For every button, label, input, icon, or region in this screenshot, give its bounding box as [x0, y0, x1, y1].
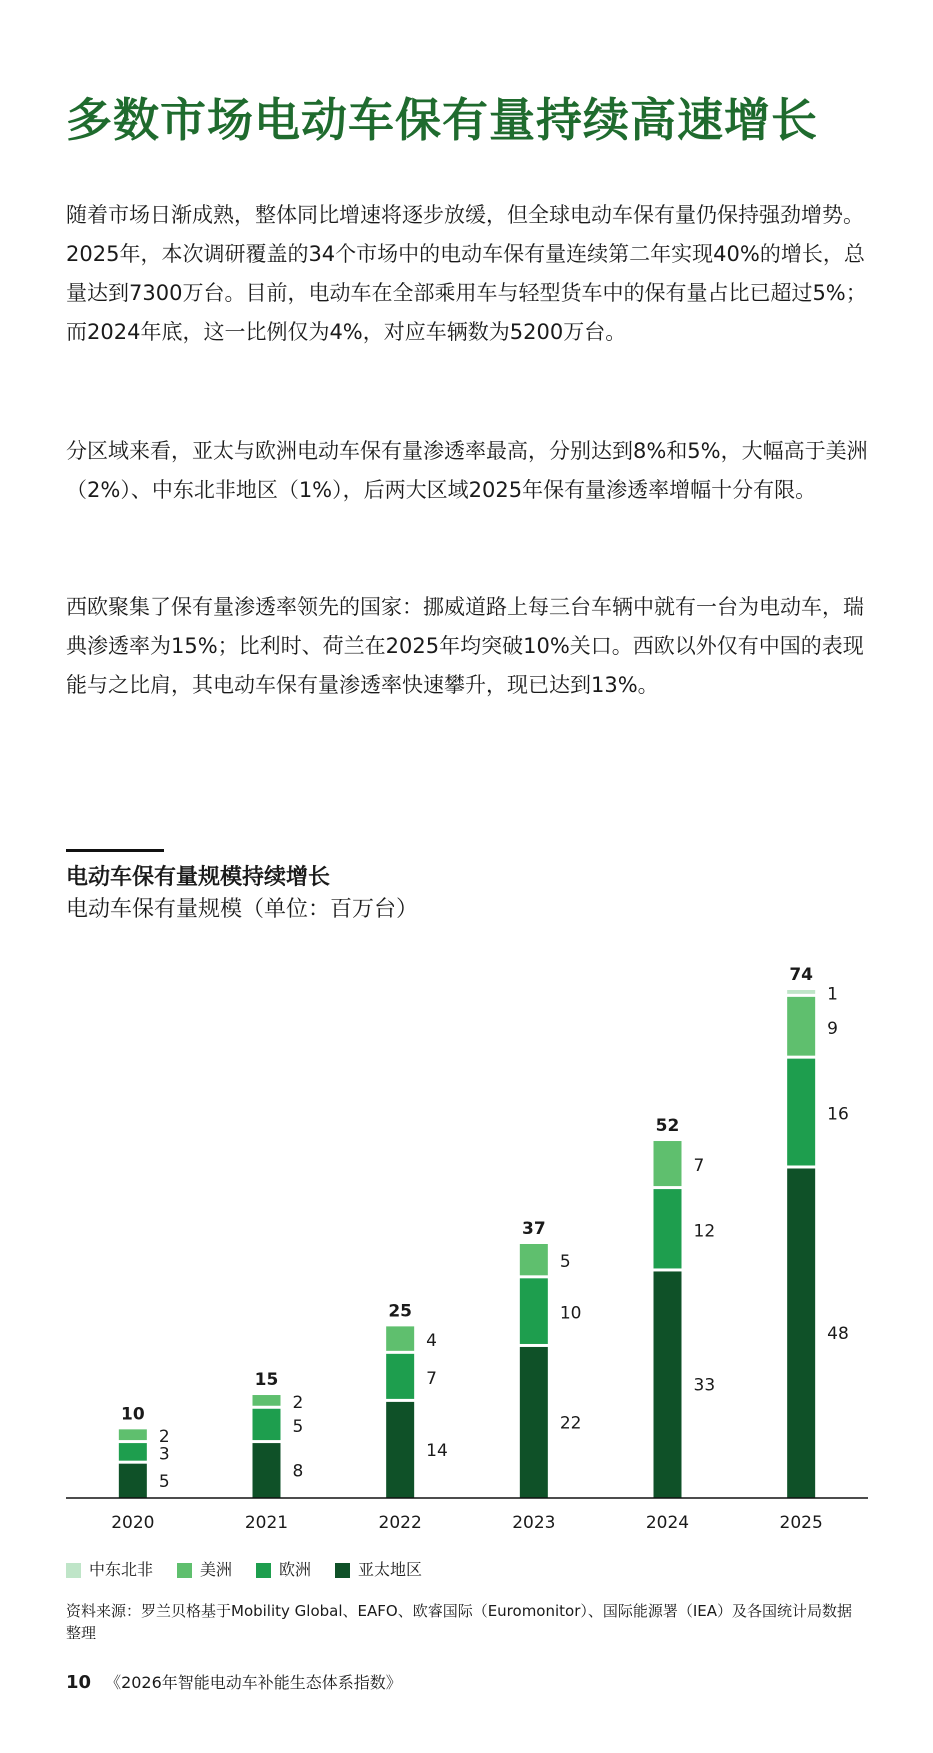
- bar-segment: [386, 1326, 414, 1350]
- data-label: 12: [693, 1221, 716, 1242]
- paragraph-growth: 随着市场日渐成熟，整体同比增速将逐步放缓，但全球电动车保有量仍保持强劲增势。2025年，本次调研覆盖的34个市场中的电动车保有量连续第二年实现40%的增长，总量达到7300万台。目前，电动车在全部乘用车与轻型货车中的保有量占比已超过5%；而2024年底，这一比例仅为4%，对应车辆数为5200万台。: [66, 203, 867, 344]
- bar-total-label: 15: [254, 1370, 279, 1391]
- data-label: 22: [559, 1413, 582, 1434]
- x-tick-label: 2021: [244, 1513, 289, 1533]
- x-tick-label: 2022: [378, 1513, 422, 1533]
- page-title: 多数市场电动车保有量持续高速增长: [66, 93, 818, 147]
- data-label: 2: [292, 1392, 304, 1413]
- bar-total-label: 10: [120, 1404, 145, 1425]
- chart-title: 电动车保有量规模持续增长: [66, 865, 331, 890]
- data-label: 5: [292, 1416, 304, 1437]
- bar-total-label: 25: [388, 1301, 413, 1322]
- legend-label-europe: 欧洲: [279, 1560, 312, 1579]
- data-label: 4: [426, 1331, 437, 1352]
- bar-segment: [654, 1141, 682, 1186]
- x-tick-label: 2020: [111, 1513, 155, 1533]
- bar-segment: [787, 1168, 815, 1498]
- x-tick-label: 2025: [779, 1513, 823, 1533]
- publication-title: 《2026年智能电动车补能生态体系指数》: [105, 1673, 402, 1692]
- x-tick-label: 2023: [512, 1513, 556, 1533]
- data-label: 16: [827, 1104, 849, 1125]
- bar-total-label: 37: [521, 1219, 546, 1239]
- legend-swatch-apac: [335, 1563, 350, 1578]
- legend-swatch-europe: [256, 1563, 271, 1578]
- legend-swatch-americas: [177, 1563, 192, 1578]
- bar-segment: [520, 1347, 548, 1498]
- bar-segment: [119, 1429, 147, 1440]
- page-number: 10: [66, 1672, 92, 1693]
- data-label: 33: [693, 1375, 716, 1396]
- legend-label-apac: 亚太地区: [358, 1560, 423, 1579]
- legend-label-americas: 美洲: [200, 1560, 233, 1579]
- data-label: 2: [158, 1427, 170, 1448]
- paragraph-regions: 分区域来看，亚太与欧洲电动车保有量渗透率最高，分别达到8%和5%，大幅高于美洲（2%）、中东北非地区（1%），后两大区域2025年保有量渗透率增幅十分有限。: [66, 439, 868, 502]
- legend-swatch-mena: [66, 1563, 81, 1578]
- legend-label-mena: 中东北非: [89, 1560, 154, 1579]
- bar-segment: [253, 1409, 281, 1440]
- data-label: 7: [693, 1156, 705, 1177]
- bar-segment: [386, 1354, 414, 1399]
- legend-item-mena: [66, 1560, 153, 1580]
- data-label: 5: [158, 1471, 170, 1492]
- data-label: 8: [292, 1461, 304, 1482]
- bar-segment: [253, 1395, 281, 1406]
- stacked-bar-chart: [0, 950, 933, 1550]
- bar-segment: [386, 1402, 414, 1498]
- bar-segment: [119, 1443, 147, 1461]
- data-label: 5: [559, 1252, 571, 1273]
- bar-total-label: 74: [789, 965, 814, 985]
- chart-legend: [66, 1560, 422, 1580]
- bar-segment: [520, 1278, 548, 1344]
- data-label: 9: [827, 1018, 838, 1039]
- source-note: 资料来源：罗兰贝格基于Mobility Global、EAFO、欧睿国际（Euromonitor）、国际能源署（IEA）及各国统计局数据整理: [66, 1602, 853, 1642]
- bar-segment: [253, 1443, 281, 1498]
- bar-segment: [787, 990, 815, 994]
- bar-segment: [787, 997, 815, 1056]
- data-label: 1: [827, 984, 838, 1005]
- data-label: 48: [827, 1324, 849, 1345]
- data-label: 14: [426, 1440, 448, 1461]
- legend-item-apac: [335, 1560, 422, 1580]
- data-label: 3: [158, 1444, 170, 1465]
- bar-segment: [654, 1189, 682, 1268]
- data-label: 10: [559, 1303, 582, 1324]
- data-label: 7: [426, 1368, 437, 1389]
- legend-item-europe: [256, 1560, 311, 1580]
- legend-item-americas: [177, 1560, 232, 1580]
- page-footer: [66, 1672, 402, 1694]
- bar-segment: [654, 1271, 682, 1498]
- bar-segment: [520, 1244, 548, 1275]
- x-tick-label: 2024: [645, 1513, 690, 1533]
- bar-segment: [119, 1464, 147, 1498]
- bar-total-label: 52: [655, 1116, 680, 1137]
- paragraph-western-europe: 西欧聚集了保有量渗透率领先的国家：挪威道路上每三台车辆中就有一台为电动车，瑞典渗透率为15%；比利时、荷兰在2025年均突破10%关口。西欧以外仅有中国的表现能与之比肩，其电动车保有量渗透率快速攀升，现已达到13%。: [66, 595, 864, 697]
- bar-segment: [787, 1059, 815, 1166]
- chart-subtitle: 电动车保有量规模（单位：百万台）: [66, 897, 419, 922]
- chart-divider: [66, 849, 164, 852]
